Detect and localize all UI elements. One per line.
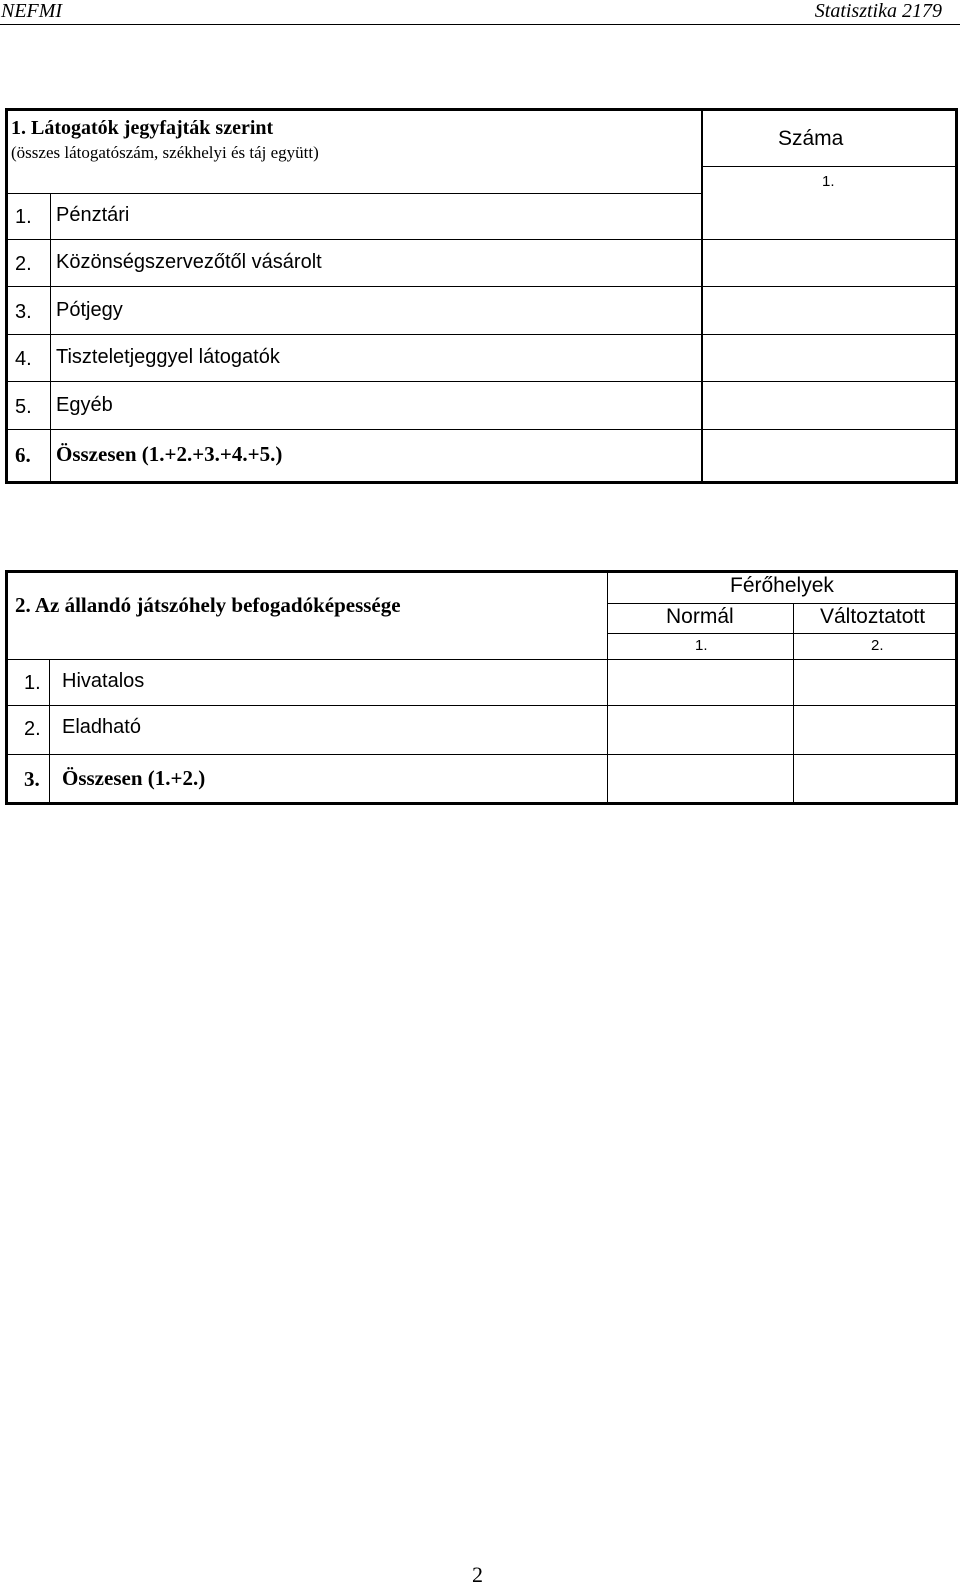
- divider: [8, 334, 955, 335]
- row-label-osszesen: Összesen (1.+2.): [62, 766, 206, 790]
- divider: [8, 429, 955, 430]
- row-number: 1.: [24, 672, 41, 694]
- divider: [8, 381, 955, 382]
- row-label-tiszteletjegy: Tiszteletjeggyel látogatók: [56, 346, 280, 368]
- divider: [608, 633, 955, 634]
- row-number: 2.: [24, 718, 41, 740]
- col-header-normal: Normál: [666, 605, 734, 628]
- seating-capacity-table: [5, 570, 958, 805]
- divider: [8, 239, 955, 240]
- page-number: 2: [472, 1562, 483, 1587]
- row-number: 1.: [15, 206, 32, 228]
- divider: [8, 705, 955, 706]
- row-label-osszesen: Összesen (1.+2.+3.+4.+5.): [56, 442, 283, 466]
- row-label-hivatalos: Hivatalos: [62, 670, 145, 692]
- col-group-header-ferohelyek: Férőhelyek: [730, 574, 834, 597]
- divider: [8, 659, 955, 660]
- row-label-eladhato: Eladható: [62, 716, 141, 738]
- header-left: NEFMI: [1, 0, 63, 22]
- row-number: 6.: [15, 443, 31, 467]
- divider: [608, 603, 955, 604]
- row-number: 4.: [15, 348, 32, 370]
- divider: [8, 193, 701, 194]
- col-number: 1.: [695, 637, 708, 654]
- table1-title: 1. Látogatók jegyfajták szerint: [11, 117, 274, 139]
- row-label-penztari: Pénztári: [56, 204, 130, 226]
- row-number: 3.: [24, 767, 40, 791]
- row-number: 2.: [15, 253, 32, 275]
- divider: [49, 659, 50, 802]
- divider: [8, 754, 955, 755]
- col-header-valtoztatott: Változtatott: [820, 605, 926, 628]
- table1-subtitle: (összes látogatószám, székhelyi és táj együtt): [11, 143, 319, 162]
- header-right: Statisztika 2179: [814, 0, 942, 22]
- divider: [8, 286, 955, 287]
- col-header-szama: Száma: [778, 127, 844, 150]
- row-number: 3.: [15, 301, 32, 323]
- divider: [703, 166, 955, 167]
- row-label-potjegy: Pótjegy: [56, 299, 123, 321]
- divider: [607, 573, 608, 802]
- col-number: 1.: [822, 173, 835, 190]
- divider: [50, 193, 51, 481]
- page-header: [0, 0, 960, 25]
- table2-title: 2. Az állandó játszóhely befogadóképessége: [15, 593, 401, 617]
- row-number: 5.: [15, 396, 32, 418]
- col-number: 2.: [871, 637, 884, 654]
- visitors-by-ticket-type-table: [5, 108, 958, 484]
- row-label-egyeb: Egyéb: [56, 394, 113, 416]
- row-label-kozonsegszervezo: Közönségszervezőtől vásárolt: [56, 251, 322, 273]
